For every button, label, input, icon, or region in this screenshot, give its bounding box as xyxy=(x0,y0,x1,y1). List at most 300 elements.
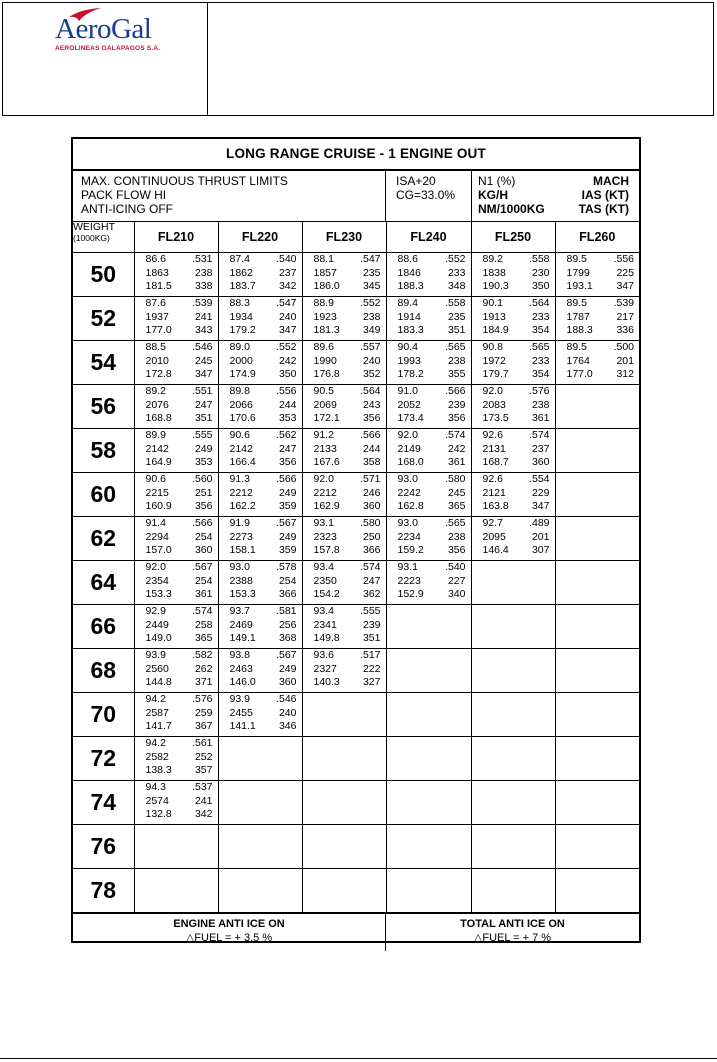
cell-line xyxy=(135,544,218,558)
performance-cell xyxy=(218,825,302,869)
performance-cell xyxy=(386,429,471,473)
cell-line xyxy=(387,575,471,589)
cell-value-left: 179.7 xyxy=(482,368,509,380)
cell-line xyxy=(219,531,302,545)
cell-line xyxy=(135,649,218,663)
cell-value-right: 343 xyxy=(194,324,213,336)
cell-value-left: 2469 xyxy=(229,618,253,631)
cell-value-right: .547 xyxy=(360,253,381,265)
cell-value-right: .580 xyxy=(445,473,466,485)
performance-cell xyxy=(134,429,218,473)
cell-value-left: 91.2 xyxy=(313,429,334,441)
cell-line xyxy=(219,355,302,369)
cell-value-right: 351 xyxy=(194,412,213,424)
cell-value-left: 177.0 xyxy=(566,368,593,380)
cell-value-left: 1787 xyxy=(566,310,590,323)
cell-value-right: .500 xyxy=(613,341,634,353)
cell-line xyxy=(556,267,640,281)
cell-value-left: 174.9 xyxy=(229,368,256,380)
cell-line xyxy=(135,795,218,809)
table-row xyxy=(73,473,639,517)
cell-line xyxy=(219,429,302,443)
performance-cell xyxy=(386,561,471,605)
cell-value-right: .552 xyxy=(360,297,381,309)
weight-cell: 70 xyxy=(73,693,134,737)
cell-value-left: 93.0 xyxy=(229,561,250,573)
cell-value-left: 2341 xyxy=(313,618,337,631)
condition-line: PACK FLOW HI xyxy=(81,188,167,202)
cell-value-right: 312 xyxy=(616,368,634,380)
cell-value-right: .558 xyxy=(529,253,550,265)
cell-value-left: 93.4 xyxy=(313,605,334,617)
cell-line xyxy=(387,311,471,325)
cell-value-right: 222 xyxy=(362,662,381,675)
cell-value-left: 86.6 xyxy=(145,253,166,265)
cell-value-right: 360 xyxy=(362,500,381,512)
cell-value-right: 361 xyxy=(531,412,550,424)
performance-cell xyxy=(218,649,302,693)
cell-value-left: 93.7 xyxy=(229,605,250,617)
chart-info-row xyxy=(73,171,639,222)
cell-value-right: 233 xyxy=(531,354,550,367)
performance-cell xyxy=(471,825,555,869)
performance-cell xyxy=(555,825,639,869)
cell-value-right: 360 xyxy=(531,456,550,468)
cell-value-right: 362 xyxy=(362,588,381,600)
performance-cell xyxy=(471,253,555,297)
legend-tas: TAS (KT) xyxy=(578,202,629,216)
cell-line xyxy=(556,280,640,294)
cell-value-right: 365 xyxy=(194,632,213,644)
cell-line xyxy=(556,324,640,338)
cell-line xyxy=(135,297,218,311)
cell-line xyxy=(387,487,471,501)
performance-cell xyxy=(134,649,218,693)
cell-value-right: 327 xyxy=(362,676,381,688)
cell-value-left: 93.9 xyxy=(229,693,250,705)
cell-line xyxy=(135,751,218,765)
cell-value-right: .560 xyxy=(192,473,213,485)
legend-ias: IAS (KT) xyxy=(581,188,629,202)
performance-cell xyxy=(471,737,555,781)
cell-value-left: 92.0 xyxy=(313,473,334,485)
cell-value-right: .556 xyxy=(613,253,634,265)
legend-specific-range: NM/1000KG xyxy=(478,202,545,216)
cell-value-right: 366 xyxy=(278,588,297,600)
cell-value-left: 188.3 xyxy=(397,280,424,292)
table-row xyxy=(73,341,639,385)
cell-value-left: 177.0 xyxy=(145,324,172,336)
cell-value-right: 225 xyxy=(616,266,634,279)
performance-cell xyxy=(134,693,218,737)
cell-value-left: 90.6 xyxy=(229,429,250,441)
performance-cell xyxy=(471,781,555,825)
cell-value-left: 146.4 xyxy=(482,544,509,556)
performance-cell xyxy=(386,297,471,341)
cell-value-right: 258 xyxy=(194,618,213,631)
table-row xyxy=(73,429,639,473)
cell-line xyxy=(303,341,386,355)
cell-value-left: 1863 xyxy=(145,266,169,279)
weight-cell: 74 xyxy=(73,781,134,825)
cell-line xyxy=(219,676,302,690)
cell-value-right: 238 xyxy=(447,354,466,367)
performance-chart xyxy=(71,137,641,943)
cell-line xyxy=(219,632,302,646)
cell-line xyxy=(303,324,386,338)
cell-line xyxy=(303,531,386,545)
cell-line xyxy=(472,368,555,382)
cell-value-left: 184.9 xyxy=(482,324,509,336)
cell-value-left: 88.3 xyxy=(229,297,250,309)
cell-line xyxy=(135,473,218,487)
cell-value-right: .537 xyxy=(192,781,213,793)
cell-value-right: 240 xyxy=(278,310,297,323)
cell-line xyxy=(387,341,471,355)
performance-cell xyxy=(555,429,639,473)
performance-cell xyxy=(386,825,471,869)
performance-cell xyxy=(386,341,471,385)
performance-cell xyxy=(302,429,386,473)
cell-line xyxy=(556,253,640,267)
cell-value-left: 1846 xyxy=(397,266,421,279)
legend-mach: MACH xyxy=(593,174,629,188)
cell-value-left: 90.6 xyxy=(145,473,166,485)
performance-cell xyxy=(134,825,218,869)
cell-value-left: 2327 xyxy=(313,662,337,675)
cell-line xyxy=(303,544,386,558)
cell-value-left: 1913 xyxy=(482,310,506,323)
logo-cell xyxy=(3,3,208,115)
performance-cell xyxy=(471,341,555,385)
cell-value-right: 238 xyxy=(447,530,466,543)
cell-line xyxy=(135,324,218,338)
performance-cell xyxy=(134,473,218,517)
weight-header: WEIGHT (1000KG) xyxy=(73,222,134,253)
cell-value-left: 173.4 xyxy=(397,412,424,424)
cell-value-right: .567 xyxy=(192,561,213,573)
cell-value-left: 93.0 xyxy=(397,473,418,485)
cell-value-left: 2133 xyxy=(313,442,337,455)
cell-value-left: 93.8 xyxy=(229,649,250,661)
cell-value-right: 352 xyxy=(362,368,381,380)
cell-value-left: 1993 xyxy=(397,354,421,367)
cell-value-left: 157.0 xyxy=(145,544,172,556)
cell-line xyxy=(219,544,302,558)
performance-cell xyxy=(471,561,555,605)
cell-line xyxy=(135,707,218,721)
cell-line xyxy=(472,297,555,311)
cell-value-right: .546 xyxy=(192,341,213,353)
weight-cell: 56 xyxy=(73,385,134,429)
cell-value-left: 160.9 xyxy=(145,500,172,512)
cell-value-left: 2149 xyxy=(397,442,421,455)
performance-cell xyxy=(386,605,471,649)
cell-line xyxy=(472,473,555,487)
cell-value-left: 2076 xyxy=(145,398,169,411)
cell-value-right: 347 xyxy=(616,280,634,292)
cell-value-left: 1990 xyxy=(313,354,337,367)
total-anti-ice-value: △FUEL = + 7 % xyxy=(473,932,552,944)
cell-line xyxy=(387,385,471,399)
cell-value-right: 347 xyxy=(531,500,550,512)
cell-value-left: 92.6 xyxy=(482,429,503,441)
performance-cell xyxy=(302,297,386,341)
performance-cell xyxy=(555,341,639,385)
engine-anti-ice-value: △FUEL = + 3.5 % xyxy=(185,932,273,944)
cell-line xyxy=(303,663,386,677)
cell-value-left: 88.6 xyxy=(397,253,418,265)
cell-value-left: 2066 xyxy=(229,398,253,411)
cell-value-right: 249 xyxy=(278,662,297,675)
cell-value-right: 237 xyxy=(531,442,550,455)
weight-cell: 62 xyxy=(73,517,134,561)
cell-value-right: 342 xyxy=(278,280,297,292)
isa-value: ISA+20 xyxy=(396,174,436,188)
cell-value-left: 158.1 xyxy=(229,544,256,556)
cell-line xyxy=(135,781,218,795)
isa-cg-cell xyxy=(386,171,472,221)
performance-cell xyxy=(302,737,386,781)
page-bottom-rule xyxy=(0,1058,717,1059)
cell-line xyxy=(219,707,302,721)
cell-line xyxy=(303,280,386,294)
cell-line xyxy=(556,341,640,355)
cell-value-left: 2323 xyxy=(313,530,337,543)
cell-value-right: 338 xyxy=(194,280,213,292)
cell-value-left: 2560 xyxy=(145,662,169,675)
cell-value-left: 2273 xyxy=(229,530,253,543)
cell-line xyxy=(387,429,471,443)
engine-anti-ice-note xyxy=(73,914,386,951)
cell-value-right: .552 xyxy=(276,341,297,353)
document-header xyxy=(2,2,714,116)
cell-value-right: .517 xyxy=(360,649,381,661)
cell-value-left: 90.8 xyxy=(482,341,503,353)
cell-line xyxy=(472,456,555,470)
legend-fuel-flow: KG/H xyxy=(478,188,508,202)
cell-line xyxy=(472,311,555,325)
cell-value-left: 92.0 xyxy=(397,429,418,441)
cell-line xyxy=(387,368,471,382)
cell-line xyxy=(219,663,302,677)
performance-cell xyxy=(471,517,555,561)
table-row xyxy=(73,737,639,781)
cell-value-left: 168.8 xyxy=(145,412,172,424)
cell-value-right: 360 xyxy=(278,676,297,688)
cell-value-right: 366 xyxy=(362,544,381,556)
cell-value-right: .551 xyxy=(192,385,213,397)
cell-value-right: .566 xyxy=(445,385,466,397)
cell-line xyxy=(303,500,386,514)
cell-value-left: 89.4 xyxy=(397,297,418,309)
cell-line xyxy=(135,632,218,646)
cell-value-right: 367 xyxy=(194,720,213,732)
cell-value-right: 233 xyxy=(447,266,466,279)
cell-value-right: .562 xyxy=(276,429,297,441)
cell-value-right: 247 xyxy=(362,574,381,587)
table-row xyxy=(73,869,639,913)
flight-level-header: FL240 xyxy=(386,222,471,253)
cell-value-left: 1914 xyxy=(397,310,421,323)
cell-value-right: 244 xyxy=(362,442,381,455)
performance-cell xyxy=(218,297,302,341)
performance-cell xyxy=(386,473,471,517)
cell-value-left: 89.5 xyxy=(566,341,587,353)
weight-cell: 52 xyxy=(73,297,134,341)
cell-value-right: 356 xyxy=(194,500,213,512)
cell-value-right: .581 xyxy=(276,605,297,617)
cell-value-right: .561 xyxy=(192,737,213,749)
cell-value-right: 247 xyxy=(194,398,213,411)
cell-value-right: 254 xyxy=(194,574,213,587)
cell-line xyxy=(303,487,386,501)
cell-value-right: 342 xyxy=(194,808,213,820)
cell-value-left: 146.0 xyxy=(229,676,256,688)
cell-line xyxy=(219,693,302,707)
cell-value-right: .574 xyxy=(360,561,381,573)
cell-line xyxy=(135,605,218,619)
cell-value-right: 249 xyxy=(278,530,297,543)
cell-value-right: .556 xyxy=(276,385,297,397)
cell-line xyxy=(135,808,218,822)
cell-line xyxy=(387,544,471,558)
cell-value-right: .539 xyxy=(192,297,213,309)
cell-value-right: 242 xyxy=(278,354,297,367)
cell-line xyxy=(135,737,218,751)
cruise-table xyxy=(73,222,639,913)
performance-cell xyxy=(302,517,386,561)
cell-value-left: 1934 xyxy=(229,310,253,323)
cell-value-right: 251 xyxy=(194,486,213,499)
cell-value-right: .566 xyxy=(360,429,381,441)
cell-value-right: 361 xyxy=(447,456,466,468)
cell-value-left: 170.6 xyxy=(229,412,256,424)
cell-value-right: 247 xyxy=(278,442,297,455)
cell-value-left: 159.2 xyxy=(397,544,424,556)
performance-cell xyxy=(471,649,555,693)
cell-line xyxy=(387,280,471,294)
cell-value-right: .558 xyxy=(445,297,466,309)
cell-value-right: .571 xyxy=(360,473,381,485)
cell-value-left: 179.2 xyxy=(229,324,256,336)
cell-value-left: 173.5 xyxy=(482,412,509,424)
performance-cell xyxy=(555,473,639,517)
cell-value-left: 141.1 xyxy=(229,720,256,732)
cell-value-left: 1972 xyxy=(482,354,506,367)
cell-line xyxy=(387,443,471,457)
total-anti-ice-note xyxy=(386,914,639,951)
cell-value-left: 163.8 xyxy=(482,500,509,512)
cell-value-right: .554 xyxy=(529,473,550,485)
cell-value-left: 164.9 xyxy=(145,456,172,468)
cell-value-right: 259 xyxy=(194,706,213,719)
flight-level-header: FL250 xyxy=(471,222,555,253)
cell-value-right: .574 xyxy=(529,429,550,441)
performance-cell xyxy=(134,869,218,913)
weight-cell: 60 xyxy=(73,473,134,517)
cell-line xyxy=(556,355,640,369)
cell-value-left: 93.0 xyxy=(397,517,418,529)
cell-line xyxy=(303,368,386,382)
cell-value-right: .547 xyxy=(276,297,297,309)
performance-cell xyxy=(134,737,218,781)
cell-value-right: 244 xyxy=(278,398,297,411)
legend-n1: N1 (%) xyxy=(478,174,516,188)
cell-line xyxy=(303,399,386,413)
cell-line xyxy=(135,368,218,382)
performance-cell xyxy=(218,429,302,473)
cell-value-right: .567 xyxy=(276,649,297,661)
performance-cell xyxy=(134,561,218,605)
cell-line xyxy=(387,517,471,531)
cell-value-left: 2212 xyxy=(229,486,253,499)
cell-value-left: 90.4 xyxy=(397,341,418,353)
cell-value-left: 1857 xyxy=(313,266,337,279)
table-row xyxy=(73,649,639,693)
cell-value-right: 201 xyxy=(616,354,634,367)
cell-value-left: 93.6 xyxy=(313,649,334,661)
cell-value-right: 359 xyxy=(278,544,297,556)
cell-line xyxy=(135,412,218,426)
performance-cell xyxy=(302,473,386,517)
cell-value-right: 368 xyxy=(278,632,297,644)
cell-value-left: 154.2 xyxy=(313,588,340,600)
cell-line xyxy=(135,399,218,413)
performance-cell xyxy=(386,385,471,429)
flight-level-header: FL230 xyxy=(302,222,386,253)
performance-cell xyxy=(218,561,302,605)
performance-cell xyxy=(386,649,471,693)
performance-cell xyxy=(386,253,471,297)
performance-cell xyxy=(386,869,471,913)
cell-value-left: 2083 xyxy=(482,398,506,411)
performance-cell xyxy=(134,781,218,825)
cell-value-right: .576 xyxy=(192,693,213,705)
cell-value-right: .566 xyxy=(192,517,213,529)
cg-value: CG=33.0% xyxy=(396,188,456,202)
cell-value-left: 90.5 xyxy=(313,385,334,397)
performance-cell xyxy=(218,737,302,781)
cell-value-right: 353 xyxy=(278,412,297,424)
cell-value-left: 94.2 xyxy=(145,693,166,705)
cell-line xyxy=(303,253,386,267)
cell-line xyxy=(472,412,555,426)
cell-value-right: 243 xyxy=(362,398,381,411)
cell-line xyxy=(219,280,302,294)
cell-line xyxy=(303,443,386,457)
cell-value-left: 2587 xyxy=(145,706,169,719)
cell-value-left: 2095 xyxy=(482,530,506,543)
cell-value-left: 2010 xyxy=(145,354,169,367)
cell-line xyxy=(135,517,218,531)
performance-cell xyxy=(471,869,555,913)
cell-value-left: 149.0 xyxy=(145,632,172,644)
weight-cell: 78 xyxy=(73,869,134,913)
cell-line xyxy=(556,368,640,382)
performance-cell xyxy=(302,605,386,649)
cell-value-left: 1838 xyxy=(482,266,506,279)
cell-value-left: 2142 xyxy=(229,442,253,455)
flight-level-header: FL220 xyxy=(218,222,302,253)
performance-cell xyxy=(134,253,218,297)
cell-line xyxy=(387,267,471,281)
cell-value-left: 91.0 xyxy=(397,385,418,397)
cell-line xyxy=(387,588,471,602)
cell-value-left: 1862 xyxy=(229,266,253,279)
cell-value-right: .565 xyxy=(445,517,466,529)
cell-line xyxy=(303,632,386,646)
